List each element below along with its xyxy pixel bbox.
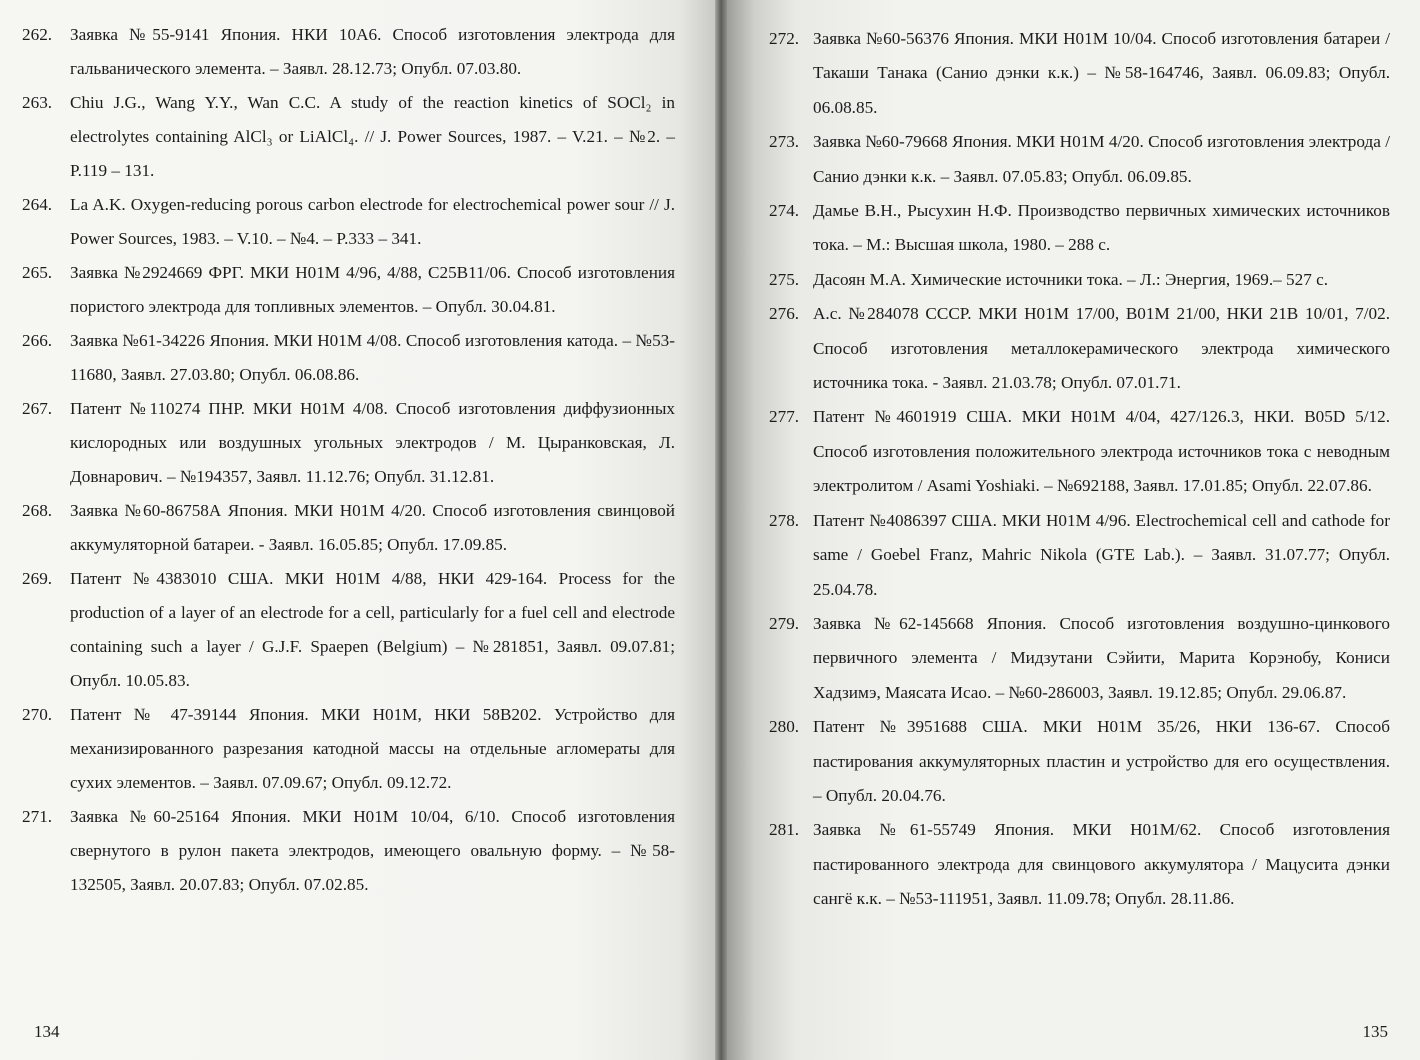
reference-number: 265.: [22, 263, 53, 282]
reference-text: Патент №3951688 США. МКИ Н01М 35/26, НКИ 136-67. Способ пастирования аккумуляторных пластин и устройство для его осуществления. – Опубл. 20.04.76.: [813, 717, 1390, 805]
reference-text: Заявка №60-86758А Япония. МКИ Н01М 4/20. Способ изготовления свинцовой аккумуляторной батареи. - Заявл. 16.05.85; Опубл. 17.09.85.: [70, 501, 675, 554]
reference-text: Заявка №62-145668 Япония. Способ изготовления воздушно-цинкового первичного элемента / Мидзутани Сэйити, Марита Корэнобу, Кониси Хадзимэ, Маясата Исао. – №60-286003, Заявл. 19.12.85; Опубл. 29.06.87.: [813, 613, 1390, 702]
reference-entry: [769, 22, 1390, 125]
reference-entry: [769, 813, 1390, 916]
reference-entry: [22, 494, 675, 562]
reference-number: 273.: [769, 132, 800, 152]
reference-number: 278.: [769, 510, 800, 530]
reference-number: 267.: [22, 399, 53, 418]
reference-number: 279.: [769, 613, 800, 633]
reference-entry: [22, 562, 675, 698]
reference-text: Заявка №55-9141 Япония. НКИ 10А6. Способ изготовления электрода для гальванического элемента. – Заявл. 28.12.73; Опубл. 07.03.80.: [70, 25, 675, 78]
reference-number: 264.: [22, 195, 53, 214]
reference-number: 276.: [769, 304, 800, 324]
reference-entry: [769, 400, 1390, 503]
reference-entry: [769, 263, 1390, 297]
reference-entry: [22, 256, 675, 324]
reference-entry: [22, 188, 675, 256]
reference-entry: [769, 125, 1390, 194]
page-number: 135: [1362, 1022, 1388, 1041]
reference-text: Патент № 47-39144 Япония. МКИ Н01М, НКИ 58В202. Устройство для механизированного разрезания катодной массы на отдельные агломераты для сухих элементов. – Заявл. 07.09.67; Опубл. 09.12.72.: [70, 705, 675, 792]
reference-entry: [769, 194, 1390, 263]
reference-entry: [769, 297, 1390, 400]
reference-number: 266.: [22, 331, 53, 350]
reference-number: 270.: [22, 705, 53, 724]
reference-text: Патент №110274 ПНР. МКИ Н01М 4/08. Способ изготовления диффузионных кислородных или воздушных угольных электродов / М. Цыранковская, Л. Довнарович. – №194357, Заявл. 11.12.76; Опубл. 31.12.81.: [70, 399, 675, 486]
reference-text: Заявка №2924669 ФРГ. МКИ Н01М 4/96, 4/88, С25В11/06. Способ изготовления пористого электрода для топливных элементов. – Опубл. 30.04.81.: [70, 263, 675, 316]
reference-number: 277.: [769, 407, 800, 427]
reference-number: 262.: [22, 25, 53, 44]
reference-number: 272.: [769, 29, 800, 48]
reference-text: Дамье В.Н., Рысухин Н.Ф. Производство первичных химических источников тока. – М.: Высшая школа, 1980. – 288 с.: [813, 201, 1390, 255]
reference-entry: [769, 710, 1390, 813]
reference-number: 263.: [22, 93, 53, 112]
reference-number: 281.: [769, 820, 800, 840]
reference-number: 275.: [769, 269, 800, 289]
reference-text: Дасоян М.А. Химические источники тока. – Л.: Энергия, 1969.– 527 с.: [813, 269, 1329, 289]
right-page: [727, 0, 1420, 1060]
reference-entry: [22, 800, 675, 902]
reference-number: 269.: [22, 569, 53, 588]
reference-entry: [769, 607, 1390, 710]
reference-text: Заявка №60-56376 Япония. МКИ Н01М 10/04. Способ изготовления батареи / Такаши Танака (Санио дэнки к.к.) – №58-164746, Заявл. 06.09.83; Опубл. 06.08.85.: [813, 29, 1390, 117]
reference-text: La A.K. Oxygen-reducing porous carbon electrode for electrochemical power sour // J. Power Sources, 1983. – V.10. – №4. – P.333 – 341.: [70, 195, 675, 248]
reference-text: Патент №4086397 США. МКИ Н01М 4/96. Electrochemical cell and cathode for same / Goebel Franz, Mahric Nikola (GTE Lab.). – Заявл. 31.07.77; Опубл. 25.04.78.: [813, 510, 1390, 599]
reference-number: 268.: [22, 501, 53, 520]
reference-entry: [769, 504, 1390, 607]
reference-text: Заявка №61-55749 Япония. МКИ Н01М/62. Способ изготовления пастированного электрода для свинцового аккумулятора / Мацусита дэнки сангё к.к. – №53-111951, Заявл. 11.09.78; Опубл. 28.11.86.: [813, 820, 1390, 909]
reference-number: 280.: [769, 717, 800, 737]
reference-text: Chiu J.G., Wang Y.Y., Wan C.C. A study of the reaction kinetics of SOCl₂ in electrolytes containing AlCl₃ or LiAlCl₄. // J. Power Sources, 1987. – V.21. – №2. – P.119 – 131.: [70, 93, 675, 180]
reference-number: 271.: [22, 807, 53, 826]
reference-entry: [22, 18, 675, 86]
reference-text: Заявка №60-79668 Япония. МКИ Н01М 4/20. Способ изготовления электрода / Санио дэнки к.к. – Заявл. 07.05.83; Опубл. 06.09.85.: [813, 132, 1390, 186]
reference-text: Заявка №61-34226 Япония. МКИ Н01М 4/08. Способ изготовления катода. – №53-11680, Заявл. 27.03.80; Опубл. 06.08.86.: [70, 331, 675, 384]
reference-text: Заявка №60-25164 Япония. МКИ Н01М 10/04, 6/10. Способ изготовления свернутого в рулон пакета электродов, имеющего овальную форму. – №58-132505, Заявл. 20.07.83; Опубл. 07.02.85.: [70, 807, 675, 894]
book-gutter: [715, 0, 727, 1060]
reference-entry: [22, 392, 675, 494]
reference-entry: [22, 86, 675, 188]
reference-entry: [22, 698, 675, 800]
reference-text: А.с. №284078 СССР. МКИ Н01М 17/00, В01М 21/00, НКИ 21В 10/01, 7/02. Способ изготовления металлокерамического электрода химического источника тока. - Заявл. 21.03.78; Опубл. 07.01.71.: [813, 304, 1390, 393]
page-number: 134: [34, 1022, 60, 1041]
reference-text: Патент №4383010 США. МКИ Н01М 4/88, НКИ 429-164. Process for the production of a layer of an electrode for a cell, particularly for a fuel cell and electrode containing such a layer / G.J.F. Spaepen (Belgium) – №281851, Заявл. 09.07.81; Опубл. 10.05.83.: [70, 569, 675, 690]
reference-entry: [22, 324, 675, 392]
reference-number: 274.: [769, 201, 800, 221]
reference-text: Патент №4601919 США. МКИ Н01М 4/04, 427/126.3, НКИ. В05D 5/12. Способ изготовления положительного электрода источников тока с неводным электролитом / Asami Yoshiaki. – №692188, Заявл. 17.01.85; Опубл. 22.07.86.: [813, 407, 1390, 496]
